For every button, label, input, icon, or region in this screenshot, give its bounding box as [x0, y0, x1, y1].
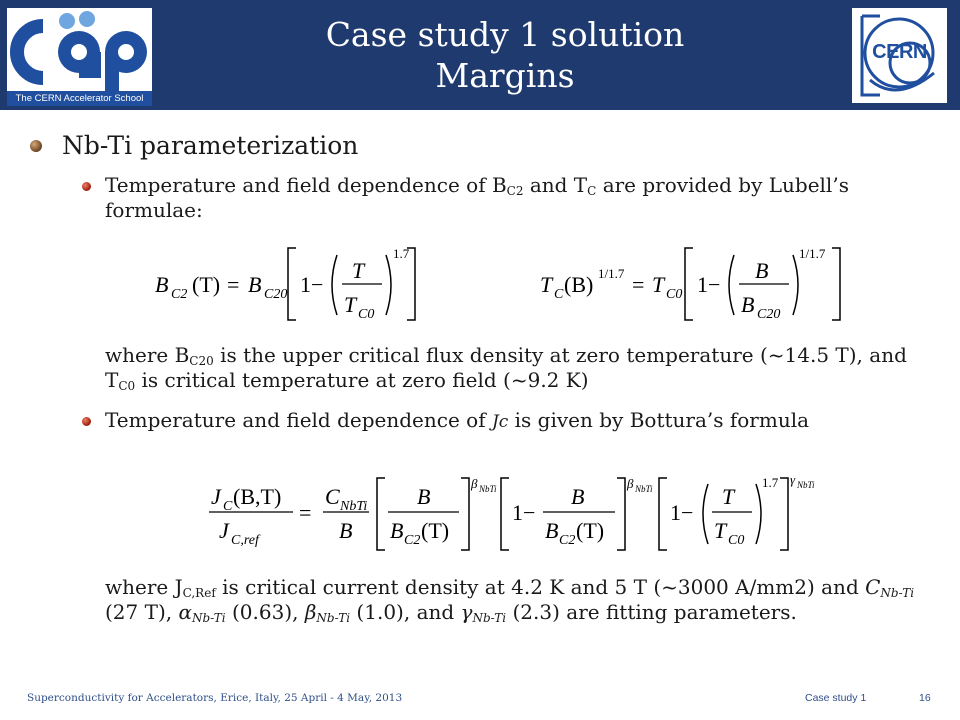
eq-text: (T)	[576, 518, 605, 543]
eq-symbol: T	[352, 258, 365, 283]
subscript: Nb-Ti	[880, 586, 915, 600]
eq-subscript: C,ref	[231, 533, 259, 548]
title-line-2: Margins	[435, 56, 575, 95]
sub-bullet-icon	[82, 182, 91, 191]
eq-symbol: B	[755, 258, 769, 283]
text: are provided by Lubell’s formulae:	[105, 173, 849, 222]
eq-symbol: C	[325, 484, 340, 509]
eq-subscript: C2	[171, 287, 188, 302]
eq-subscript: C20	[757, 307, 781, 322]
eq-subscript: C	[223, 499, 233, 514]
text: where J	[105, 575, 183, 599]
eq-exponent: β	[627, 476, 634, 491]
eq-symbol: T	[540, 272, 553, 297]
eq-subscript: C0	[358, 307, 375, 322]
text: (1.0), and	[350, 600, 461, 624]
eq-text: 1−	[512, 500, 536, 525]
item-bottura-desc	[105, 575, 925, 625]
eq-symbol: B	[155, 272, 169, 297]
subscript: C2	[506, 184, 524, 198]
text: Temperature and field dependence of B	[105, 173, 507, 197]
symbol: C	[865, 575, 881, 599]
heading-nbti: Nb-Ti parameterization	[62, 131, 359, 160]
item-bottura	[105, 408, 925, 435]
eq-exponent: β	[471, 476, 478, 491]
eq-symbol: B	[741, 292, 755, 317]
subscript: C,Ref	[182, 586, 216, 600]
page-number: 16	[919, 692, 931, 704]
text: is critical temperature at zero field (~9.2 K)	[135, 368, 589, 392]
eq-subscript: NbTi	[797, 480, 815, 490]
jc-symbol: Jc	[491, 412, 509, 432]
eq-symbol: T	[714, 518, 727, 543]
text: is critical current density at 4.2 K and 5 T (~3000 A/mm2) and	[215, 575, 866, 599]
subscript: Nb-Ti	[316, 611, 351, 625]
text: and T	[523, 173, 588, 197]
symbol: β	[304, 600, 317, 624]
equation-bottura	[205, 470, 830, 558]
eq-exponent: 1.7	[762, 475, 779, 490]
eq-symbol: T	[722, 484, 735, 509]
subscript: C	[587, 184, 597, 198]
text: is given by Bottura’s formula	[508, 408, 810, 432]
text: (0.63),	[225, 600, 305, 624]
item-lubell-desc	[105, 343, 925, 393]
eq-symbol: J	[211, 484, 221, 509]
eq-text: 1−	[697, 272, 721, 297]
symbol: α	[178, 600, 192, 624]
text: is the upper critical flux density at zero temperature (~14.5 T), and T	[105, 343, 907, 392]
eq-symbol: B	[545, 518, 559, 543]
eq-symbol: J	[219, 518, 229, 543]
eq-text: (T)	[421, 518, 450, 543]
eq-text: =	[299, 500, 312, 525]
sub-bullet-icon	[82, 417, 91, 426]
cern-logo-text: CERN	[872, 41, 927, 63]
subscript: Nb-Ti	[472, 611, 507, 625]
eq-text: 1−	[670, 500, 694, 525]
eq-exponent: 1.7	[393, 246, 410, 261]
eq-symbol: B	[417, 484, 431, 509]
eq-symbol: B	[339, 518, 353, 543]
subscript: C0	[118, 379, 136, 393]
eq-subscript: C0	[666, 287, 683, 302]
text: Temperature and field dependence of	[105, 408, 492, 432]
eq-text: 1−	[300, 272, 324, 297]
item-lubell	[105, 173, 925, 223]
eq-text: =	[632, 272, 645, 297]
eq-subscript: C0	[728, 533, 745, 548]
eq-subscript: NbTi	[635, 484, 653, 494]
equation-lubell-tc	[535, 240, 850, 325]
footer-conference: Superconductivity for Accelerators, Erice, Italy, 25 April - 4 May, 2013	[27, 692, 403, 704]
eq-subscript: NbTi	[340, 499, 368, 514]
text: (27 T),	[105, 600, 179, 624]
text: where B	[105, 343, 190, 367]
eq-text: (B)	[564, 272, 594, 297]
footer-section: Case study 1	[805, 692, 867, 704]
eq-symbol: B	[390, 518, 404, 543]
eq-subscript: C20	[264, 287, 288, 302]
eq-subscript: NbTi	[479, 484, 497, 494]
subscript: Nb-Ti	[191, 611, 226, 625]
eq-text: (B,T)	[233, 484, 282, 509]
subscript: C20	[189, 354, 214, 368]
eq-symbol: T	[652, 272, 665, 297]
eq-subscript: C	[554, 287, 564, 302]
eq-symbol: B	[248, 272, 262, 297]
equation-lubell-bc2	[150, 240, 440, 325]
eq-exponent: 1/1.7	[799, 246, 826, 261]
eq-subscript: C2	[559, 533, 576, 548]
eq-subscript: C2	[404, 533, 421, 548]
cas-logo-text: The CERN Accelerator School	[7, 91, 152, 106]
bullet-icon	[30, 140, 42, 152]
eq-exponent: γ	[790, 472, 796, 487]
title-line-1: Case study 1 solution	[325, 15, 685, 54]
eq-text: =	[227, 272, 240, 297]
eq-text: (T)	[192, 272, 221, 297]
symbol: γ	[460, 600, 473, 624]
eq-symbol: T	[344, 292, 357, 317]
eq-exponent: 1/1.7	[598, 266, 625, 281]
text: (2.3) are fitting parameters.	[506, 600, 797, 624]
eq-symbol: B	[571, 484, 585, 509]
